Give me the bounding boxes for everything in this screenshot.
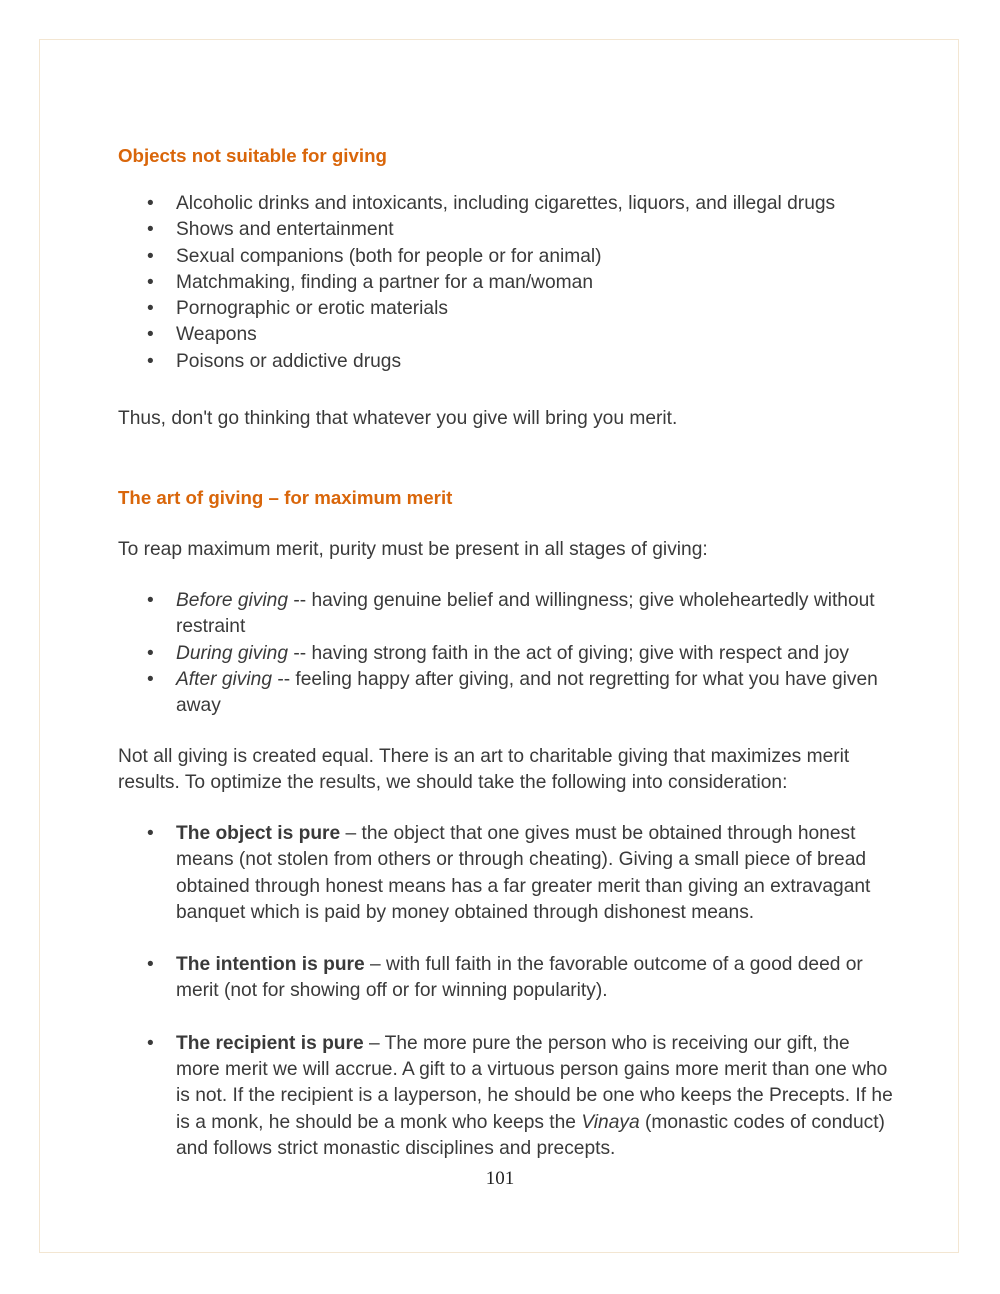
stages-list: [118, 588, 896, 719]
bullet-icon: •: [147, 590, 154, 611]
list-item: • The intention is pure – with full faith in the favorable outcome of a good deed or merit (not for showing off or for winning popularity).: [147, 954, 863, 1002]
bullet-icon: •: [147, 668, 154, 690]
purity-term: The intention is pure: [176, 954, 365, 976]
list-item: • Before giving -- having genuine belief and willingness; give wholeheartedly without restraint: [147, 590, 875, 638]
list-item: • Pornographic or erotic materials: [118, 296, 896, 322]
closing-paragraph: Thus, don't go thinking that whatever you give will bring you merit.: [118, 408, 678, 429]
not-suitable-list: [118, 191, 896, 375]
bullet-icon: •: [147, 350, 154, 372]
body-paragraph: Not all giving is created equal. There is an art to charitable giving that maximizes merit results. To optimize the results, we should take the following into consideration:: [118, 746, 850, 794]
bullet-icon: •: [147, 324, 154, 346]
bullet-icon: •: [147, 642, 154, 664]
purity-term: The recipient is pure: [176, 1032, 364, 1054]
bullet-icon: •: [147, 823, 154, 844]
intro-paragraph: To reap maximum merit, purity must be present in all stages of giving:: [118, 539, 708, 560]
list-item: • Poisons or addictive drugs: [118, 349, 896, 375]
section-heading-not-suitable: Objects not suitable for giving: [118, 145, 387, 166]
list-item: • Sexual companions (both for people or for animal): [118, 244, 896, 270]
list-item: • The recipient is pure – The more pure the person who is receiving our gift, the more merit we will accrue. A gift to a virtuous person gains more merit than one who is not. If the recipient is a layperson, he should be one who keeps the Precepts. If he is a monk, he should be a monk who keeps the Vinaya (monastic codes of conduct) and follows strict monastic disciplines and precepts.: [147, 1032, 893, 1159]
list-item: • Weapons: [118, 322, 896, 348]
section-heading-art-of-giving: The art of giving – for maximum merit: [118, 487, 453, 508]
bullet-icon: •: [147, 1032, 154, 1054]
list-item: • Alcoholic drinks and intoxicants, including cigarettes, liquors, and illegal drugs: [118, 191, 896, 217]
list-item: • After giving -- feeling happy after giving, and not regretting for what you have given away: [147, 668, 878, 717]
stage-term: During giving: [176, 642, 288, 664]
bullet-icon: •: [147, 193, 154, 214]
list-item: • During giving -- having strong faith in the act of giving; give with respect and joy: [118, 641, 896, 667]
stage-term: After giving: [176, 668, 272, 690]
purity-term: The object is pure: [176, 823, 341, 844]
bullet-icon: •: [147, 271, 154, 293]
bullet-icon: •: [147, 219, 154, 241]
bullet-icon: •: [147, 298, 154, 320]
purity-list: [118, 821, 896, 1162]
stage-term: Before giving: [176, 590, 288, 611]
bullet-icon: •: [147, 245, 154, 267]
list-item: • The object is pure – the object that one gives must be obtained through honest means (not stolen from others or through cheating). Giving a small piece of bread obtained through honest means has a far greater merit than giving an extravagant banquet which is paid by money obtained through dishonest means.: [147, 823, 871, 923]
page-number: 101: [485, 1168, 515, 1189]
bullet-icon: •: [147, 954, 154, 976]
list-item: • Matchmaking, finding a partner for a man/woman: [118, 270, 896, 296]
list-item: • Shows and entertainment: [118, 217, 896, 243]
